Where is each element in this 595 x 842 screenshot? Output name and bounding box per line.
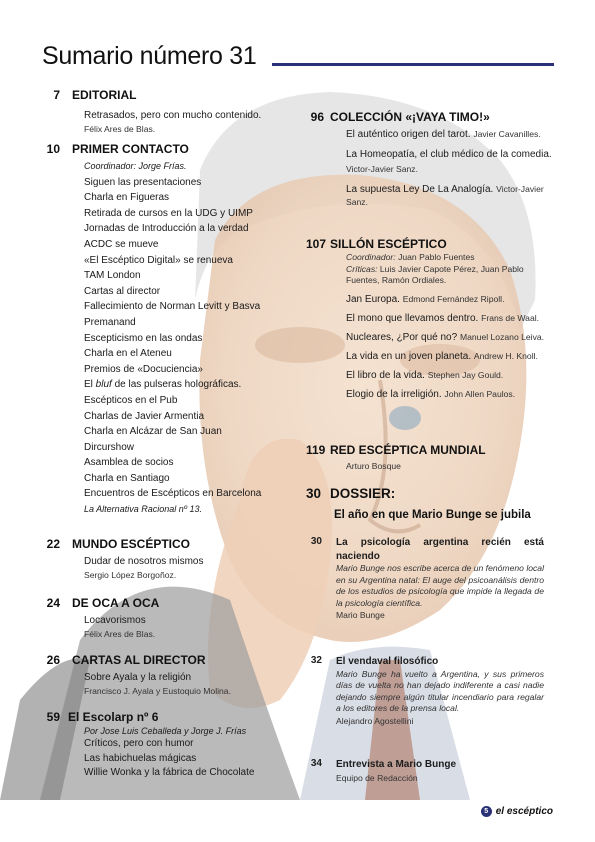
magazine-name: el escéptico <box>495 806 553 817</box>
article-author: Equipo de Redacción <box>336 772 418 783</box>
entry-title: El libro de la vida. <box>346 369 425 381</box>
section-number: 119 <box>306 443 326 457</box>
dossier-article[interactable] <box>306 536 556 651</box>
article-author: Alejandro Agostellini <box>336 715 414 726</box>
entry-author: Victor-Javier Sanz. <box>346 184 544 207</box>
page-title: Sumario número 31 <box>42 42 257 70</box>
toc-item[interactable]: Charla en Figueras <box>84 192 170 204</box>
section-number: 30 <box>306 486 322 501</box>
article-author: Mario Bunge <box>336 610 385 620</box>
page-number-badge: 5 <box>481 806 492 817</box>
toc-item[interactable]: El bluf de las pulseras holográficas. <box>84 379 242 391</box>
section-title[interactable]: EDITORIAL <box>72 88 137 102</box>
section-title[interactable]: CARTAS AL DIRECTOR <box>72 653 206 667</box>
toc-item[interactable]: Siguen las presentaciones <box>84 176 202 188</box>
critics: Críticas: Luis Javier Capote Pérez, Juan Pablo Fuentes, Ramón Ordiales. <box>346 263 524 285</box>
entry-author: Andrew H. Knoll. <box>473 350 538 361</box>
entry-author: Manuel Lozano Leiva. <box>459 331 545 342</box>
toc-item[interactable]: Asamblea de socios <box>84 457 174 469</box>
dossier-article[interactable] <box>306 758 556 788</box>
article-description: Mario Bunge nos escribe acerca de un fenómeno local en su Argentina natal: El auge del psicoanálisis dentro de los estudios de psicología que impide la llegada de la psicología científica. <box>336 563 544 608</box>
coordinator: Coordinador: Jorge Frías. <box>84 161 187 171</box>
entry[interactable] <box>346 350 554 363</box>
toc-item[interactable]: TAM London <box>84 270 141 282</box>
toc-item[interactable]: Locavorismos <box>84 615 146 626</box>
section-sillon <box>306 237 556 401</box>
section-number: 22 <box>46 537 60 551</box>
entry-author: Edmond Fernández Ripoll. <box>402 293 505 304</box>
entry[interactable] <box>346 369 554 382</box>
toc-item[interactable]: Charla en Alcázar de San Juan <box>84 426 222 438</box>
author: Félix Ares de Blas. <box>84 123 156 134</box>
section-number: 59 <box>46 710 60 724</box>
article-page: 30 <box>310 536 322 547</box>
article-title: Entrevista a Mario Bunge <box>336 759 457 770</box>
article-page: 32 <box>310 655 322 666</box>
section-cartas <box>42 653 282 696</box>
toc-item[interactable]: Sobre Ayala y la religión <box>84 672 192 683</box>
toc-item[interactable]: Retirada de cursos en la UDG y UIMP <box>84 207 253 219</box>
toc-item[interactable]: Dudar de nosotros mismos <box>84 556 204 567</box>
toc-item[interactable]: Charla en el Ateneu <box>84 348 172 360</box>
entry-title: El mono que llevamos dentro. <box>346 312 479 324</box>
entry[interactable] <box>346 312 554 325</box>
toc-item[interactable]: Cartas al director <box>84 285 161 297</box>
author: Sergio López Borgoñoz. <box>84 569 177 580</box>
entry-title: La vida en un joven planeta. <box>346 350 472 362</box>
section-number: 26 <box>46 653 60 667</box>
toc-item[interactable]: Escepticismo en las ondas <box>84 332 203 344</box>
entry-title: El auténtico origen del tarot. <box>346 129 471 140</box>
author: Francisco J. Ayala y Eustoquio Molina. <box>84 685 231 696</box>
section-title[interactable]: SILLÓN ESCÉPTICO <box>330 237 447 251</box>
entry[interactable] <box>346 388 554 401</box>
author: Arturo Bosque <box>346 461 401 471</box>
byline: Por Jose Luis Ceballeda y Jorge J. Frías <box>84 726 247 736</box>
toc-item[interactable]: Charla en Santiago <box>84 472 170 484</box>
title-rule <box>272 63 554 66</box>
article-title: El vendaval filosófico <box>336 656 439 667</box>
section-primer-contacto <box>42 142 282 518</box>
entry-title: Jan Europa. <box>346 293 400 305</box>
dossier-article[interactable] <box>306 655 556 755</box>
closing-note: La Alternativa Racional nº 13. <box>84 504 203 515</box>
toc-item[interactable]: Willie Wonka y la fábrica de Chocolate <box>84 767 255 778</box>
entry[interactable] <box>346 183 554 209</box>
entry-author: Victor-Javier Sanz. <box>346 164 418 174</box>
section-title[interactable]: RED ESCÉPTICA MUNDIAL <box>330 443 486 457</box>
section-title[interactable]: MUNDO ESCÉPTICO <box>72 537 191 551</box>
toc-item[interactable]: Fallecimiento de Norman Levitt y Basva <box>84 301 261 313</box>
toc-item[interactable]: Premios de «Docuciencia» <box>84 363 203 375</box>
article-page: 34 <box>310 758 322 769</box>
toc-item[interactable]: Retrasados, pero con mucho contenido. <box>84 110 262 121</box>
section-number: 107 <box>306 237 327 251</box>
entry-author: Frans de Waal. <box>481 312 540 323</box>
toc-item[interactable]: «El Escéptico Digital» se renueva <box>84 254 233 266</box>
toc-item[interactable]: Premanand <box>84 316 136 328</box>
toc-item[interactable]: Dircurshow <box>84 441 135 453</box>
dossier-subtitle: El año en que Mario Bunge se jubila <box>334 509 531 521</box>
entry[interactable] <box>346 331 554 344</box>
section-title[interactable]: PRIMER CONTACTO <box>72 142 189 156</box>
section-title[interactable]: DOSSIER: <box>330 486 396 501</box>
section-editorial <box>42 88 282 134</box>
section-mundo-esceptico <box>42 537 282 580</box>
toc-item[interactable]: Jornadas de Introducción a la verdad <box>84 223 249 235</box>
section-de-oca <box>42 596 282 639</box>
section-title[interactable]: COLECCIÓN «¡VAYA TIMO!» <box>330 110 490 124</box>
entry-title: Nucleares, ¿Por qué no? <box>346 331 458 343</box>
section-title[interactable]: El Escolarp nº 6 <box>68 710 159 724</box>
entry[interactable] <box>346 147 554 177</box>
toc-item[interactable]: Escépticos en el Pub <box>84 394 178 406</box>
toc-item[interactable]: Críticos, pero con humor <box>84 738 194 749</box>
section-number: 7 <box>53 88 60 102</box>
section-number: 96 <box>310 110 324 124</box>
entry-title: La supuesta Ley De La Analogía. <box>346 184 494 195</box>
coordinator: Coordinador: Juan Pablo Fuentes <box>346 252 475 262</box>
entry-author: Stephen Jay Gould. <box>427 369 504 380</box>
section-dossier <box>306 486 556 521</box>
toc-item[interactable]: Encuentros de Escépticos en Barcelona <box>84 488 262 500</box>
section-escolarp <box>42 710 282 781</box>
entry-title: Elogio de la irreligión. <box>346 388 442 400</box>
page-footer <box>481 806 553 817</box>
entry[interactable] <box>346 293 554 306</box>
entry[interactable] <box>346 128 554 141</box>
article-title: La psicología argentina recién está naciendo <box>336 537 544 562</box>
toc-item[interactable]: Charlas de Javier Armentia <box>84 410 205 422</box>
entry-author: Javier Cavanilles. <box>473 129 541 139</box>
toc-item[interactable]: Las habichuelas mágicas <box>84 752 197 764</box>
entry-title: La Homeopatía, el club médico de la comedia. <box>346 149 552 160</box>
section-coleccion <box>306 110 556 209</box>
article-description: Mario Bunge ha vuelto a Argentina, y sus primeros días de vuelta no han dejado indiferente a casi nadie dejando siempre algún titular incendiario para regalar a los editores de la prensa local. <box>336 668 544 713</box>
section-number: 24 <box>46 596 60 610</box>
section-red <box>306 443 556 473</box>
author: Félix Ares de Blas. <box>84 628 156 639</box>
toc-item[interactable]: ACDC se mueve <box>84 238 159 250</box>
section-number: 10 <box>46 142 60 156</box>
section-title[interactable]: DE OCA A OCA <box>72 596 160 610</box>
item-list <box>84 175 282 502</box>
entry-author: John Allen Paulos. <box>444 388 516 399</box>
